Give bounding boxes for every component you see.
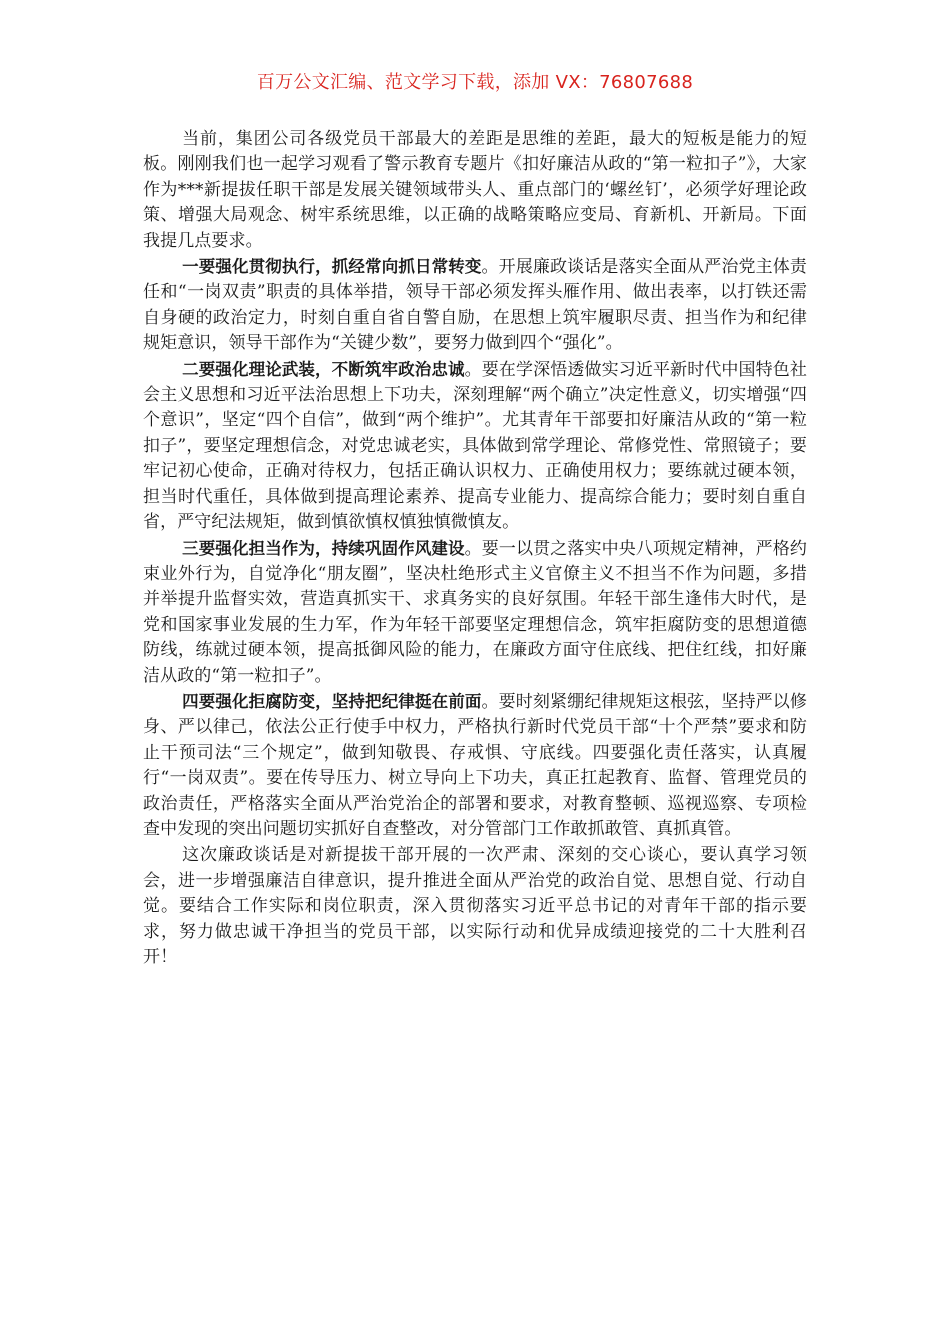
paragraph-point-4 [143, 689, 807, 842]
paragraph-point-3 [143, 536, 807, 689]
paragraph-text: 这次廉政谈话是对新提拔干部开展的一次严肃、深刻的交心谈心，要认真学习领会，进一步增强廉洁自律意识，提升推进全面从严治党的政治自觉、思想自觉、行动自觉。要结合工作实际和岗位职责，深入贯彻落实习近平总书记的对青年干部的指示要求，努力做忠诚干净担当的党员干部，以实际行动和优异成绩迎接党的二十大胜利召开！ [143, 845, 807, 967]
paragraph-text: 。要在学深悟透做实习近平新时代中国特色社会主义思想和习近平法治思想上下功夫，深刻理解“两个确立”决定性意义，切实增强“四个意识”，坚定“四个自信”，做到“两个维护”。尤其青年干部要扣好廉洁从政的“第一粒扣子”，要坚定理想信念，对党忠诚老实，具体做到常学理论、常修党性、常照镜子；要牢记初心使命，正确对待权力，包括正确认识权力、正确使用权力；要练就过硬本领，担当时代重任，具体做到提高理论素养、提高专业能力、提高综合能力；要时刻自重自省，严守纪法规矩，做到慎欲慎权慎独慎微慎友。 [143, 359, 808, 533]
paragraph-text: 当前，集团公司各级党员干部最大的差距是思维的差距，最大的短板是能力的短板。刚刚我们也一起学习观看了警示教育专题片《扣好廉洁从政的“第一粒扣子”》，大家作为***新提拔任职干部是发展关键领域带头人、重点部门的‘螺丝钉’，必须学好理论政策、增强大局观念、树牢系统思维，以正确的战略策略应变局、育新机、开新局。下面我提几点要求。 [143, 129, 807, 251]
paragraph-lead: 四要强化拒腐防变，坚持把纪律挺在前面 [182, 691, 482, 711]
paragraph-lead: 三要强化担当作为，持续巩固作风建设 [182, 538, 465, 558]
paragraph-conclusion [143, 842, 807, 970]
paragraph-text: 。要一以贯之落实中央八项规定精神，严格约束业外行为，自觉净化“朋友圈”，坚决杜绝形式主义官僚主义不担当不作为问题，多措并举提升监督实效，营造真抓实干、求真务实的良好氛围。年轻干部生逢伟大时代，是党和国家事业发展的生力军，作为年轻干部要坚定理想信念，筑牢拒腐防变的思想道德防线，练就过硬本领，提高抵御风险的能力，在廉政方面守住底线、把住红线，扣好廉洁从政的“第一粒扣子”。 [143, 538, 808, 686]
document-body [143, 126, 807, 970]
paragraph-lead: 一要强化贯彻执行，抓经常向抓日常转变 [182, 257, 482, 277]
paragraph-point-2 [143, 357, 807, 536]
paragraph-text: 。开展廉政谈话是落实全面从严治党主体责任和“一岗双责”职责的具体举措，领导干部必须发挥头雁作用、做出表率，以打铁还需自身硬的政治定力，时刻自重自省自警自励，在思想上筑牢履职尽责、担当作为和纪律规矩意识，领导干部作为“关键少数”，要努力做到四个“强化”。 [143, 257, 807, 354]
promo-banner: 百万公文汇编、范文学习下载，添加 VX：76807688 [256, 72, 694, 93]
paragraph-lead: 二要强化理论武装，不断筑牢政治忠诚 [182, 359, 465, 379]
paragraph-point-1 [143, 254, 807, 357]
paragraph-intro [143, 126, 807, 254]
paragraph-text: 。要时刻紧绷纪律规矩这根弦，坚持严以修身、严以律己，依法公正行使手中权力，严格执行新时代党员干部“十个严禁”要求和防止干预司法“三个规定”，做到知敬畏、存戒惧、守底线。四要强化责任落实，认真履行“一岗双责”。要在传导压力、树立导向上下功夫，真正扛起教育、监督、管理党员的政治责任，严格落实全面从严治党治企的部署和要求，对教育整顿、巡视巡察、专项检查中发现的突出问题切实抓好自查整改，对分管部门工作敢抓敢管、真抓真管。 [143, 691, 807, 839]
